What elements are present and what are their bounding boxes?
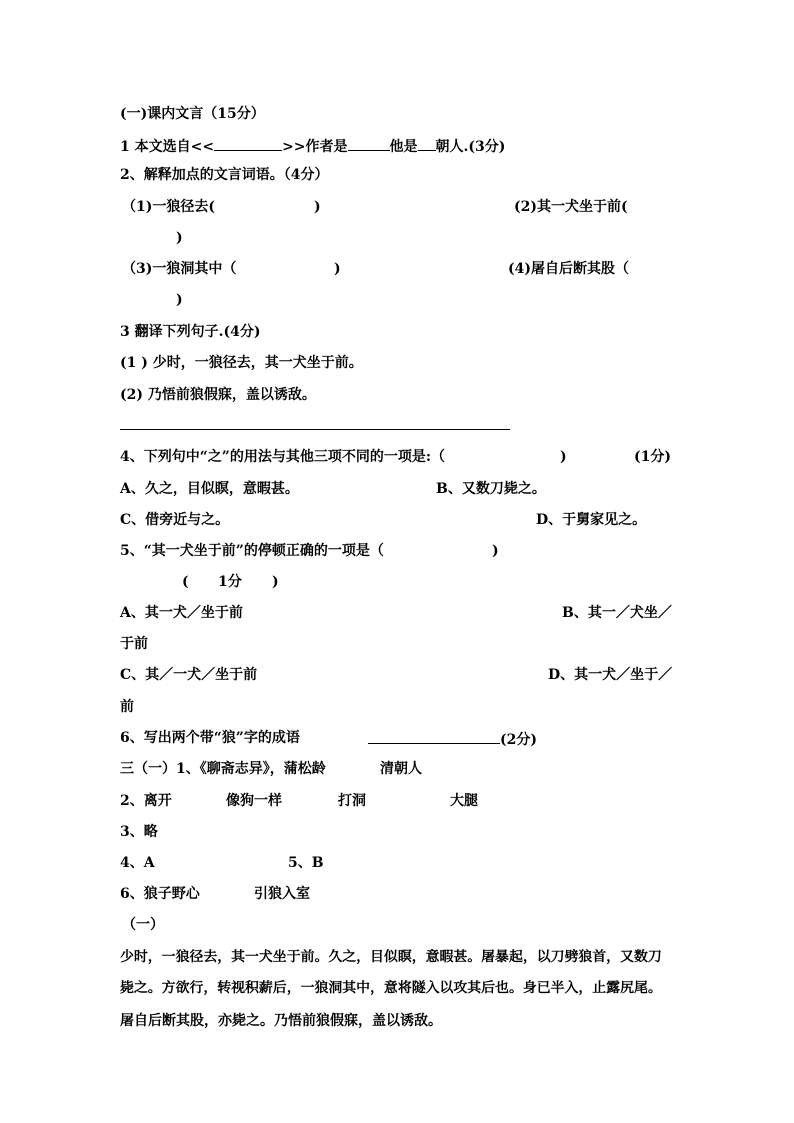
q3-sentence-1: (1 ) 少时，一狼径去，其一犬坐于前。: [120, 355, 363, 371]
section-title: (一)课内文言（15分）: [120, 106, 265, 122]
question-4-title: 4、下列句中“之”的用法与其他三项不同的一项是:（: [120, 449, 446, 465]
q5-option-d-cont: 前: [120, 699, 134, 715]
answer-2-a: 2、离开: [120, 793, 172, 809]
question-1: [120, 136, 505, 156]
q4-option-a: A、久之，目似瞑，意暇甚。: [120, 481, 299, 497]
q1-text-a: 1 本文选自<<: [120, 139, 215, 155]
q5-option-b-cont: 于前: [120, 636, 148, 652]
q4-score: (1分): [634, 449, 671, 465]
q2-item-3: （3)一狼洞其中（: [122, 261, 237, 277]
q6-score: (2分): [500, 732, 537, 748]
q6-answer: [368, 729, 537, 749]
q5-option-c: C、其／一犬／坐于前: [120, 667, 258, 683]
answer-1: 三（一）1、《聊斋志异》，蒲松龄: [120, 761, 326, 777]
q4-option-d: D、于舅家见之。: [536, 512, 647, 528]
q2-item-1: （1)一狼径去(: [122, 199, 215, 215]
q2-item-2: (2)其一犬坐于前(: [514, 199, 628, 215]
q1-blank-dynasty[interactable]: [418, 136, 436, 151]
q1-text-c: 他是: [389, 139, 418, 155]
q4-option-c: C、借旁近与之。: [120, 512, 230, 528]
answer-2-c: 打洞: [338, 793, 366, 809]
q4-close: ): [560, 449, 567, 465]
answer-2-b: 像狗一样: [226, 793, 282, 809]
q2-item-4-close: ): [176, 292, 183, 308]
q5-option-a: A、其一犬／坐于前: [120, 605, 243, 621]
q5-close: ): [492, 543, 499, 559]
q5-option-b: B、其一／犬坐／: [562, 605, 672, 621]
q2-item-4: (4)屠自后断其股（: [508, 261, 629, 277]
q4-option-b: B、又数刀毙之。: [436, 481, 546, 497]
q2-item-1-close: ): [314, 199, 321, 215]
passage-mark: （一）: [122, 917, 164, 933]
answer-4: 4、A: [120, 855, 155, 871]
q3-answer-line[interactable]: [120, 429, 510, 430]
answer-3: 3、略: [120, 824, 158, 840]
question-5-title: 5、“其一犬坐于前”的停顿正确的一项是（: [120, 543, 384, 559]
passage-line-3: 屠自后断其股，亦毙之。乃悟前狼假寐，盖以诱敌。: [120, 1013, 442, 1029]
q1-text-d: 朝人.(3分): [435, 139, 506, 155]
q3-sentence-2: (2) 乃悟前狼假寐，盖以诱敌。: [120, 387, 316, 403]
q1-blank-author[interactable]: [348, 136, 390, 151]
question-3-title: 3 翻译下列句子.(4分): [120, 324, 261, 340]
answer-6-a: 6、狼子野心: [120, 886, 200, 902]
answer-2-d: 大腿: [450, 793, 478, 809]
answer-1-tail: 清朝人: [380, 761, 422, 777]
answer-5: 5、B: [288, 855, 324, 871]
q1-blank-book[interactable]: [214, 136, 282, 151]
q2-item-3-close: ): [334, 261, 341, 277]
q5-score-open: (: [182, 574, 189, 590]
q5-score-close: ): [272, 574, 279, 590]
q5-option-d: D、其一犬／坐于／: [548, 667, 673, 683]
q2-item-2-close: ): [176, 230, 183, 246]
question-6-title: 6、写出两个带“狼”字的成语: [120, 730, 300, 746]
answer-6-b: 引狼入室: [254, 886, 310, 902]
q1-text-b: >>作者是: [282, 139, 348, 155]
passage-line-2: 毙之。方欲行，转视积薪后，一狼洞其中，意将隧入以攻其后也。身已半入，止露尻尾。: [120, 980, 662, 996]
q5-score: 1分: [218, 574, 242, 590]
q6-blank[interactable]: [368, 729, 500, 744]
passage-line-1: 少时，一狼径去，其一犬坐于前。久之，目似瞑，意暇甚。屠暴起，以刀劈狼首，又数刀: [120, 949, 662, 965]
question-2-title: 2、解释加点的文言词语。（4分）: [120, 167, 329, 183]
